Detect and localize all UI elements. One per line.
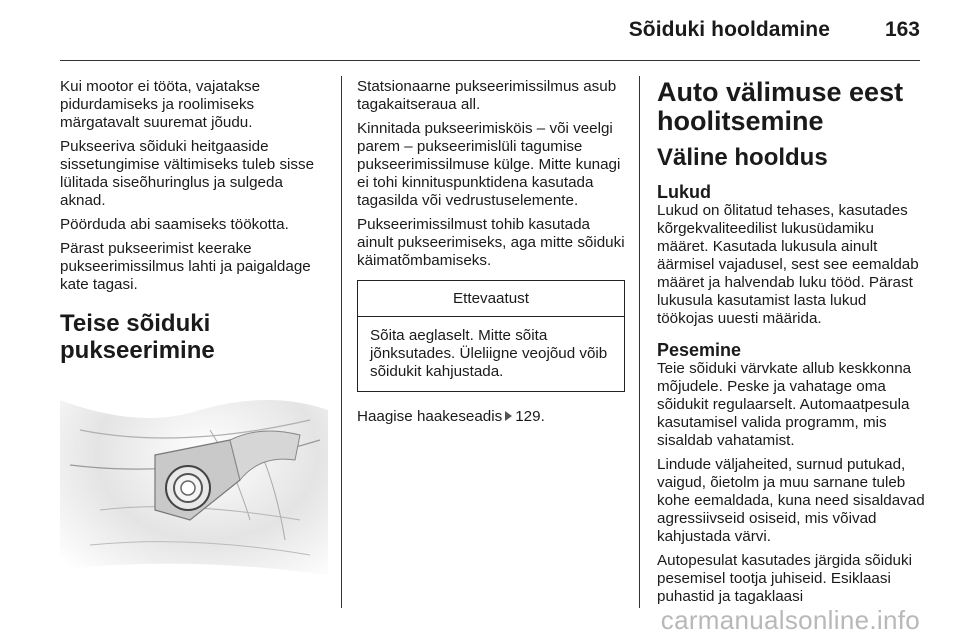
header-divider [60,60,920,61]
caution-title: Ettevaatust [358,281,624,317]
reference-page: 129. [515,408,545,425]
column-1 [60,78,332,364]
column-divider-1 [341,76,342,608]
chapter-heading: Auto välimuse eest hoolitsemine [657,77,904,136]
column-2 [357,78,625,432]
section-heading: Väline hooldus [657,144,828,171]
subsection-heading-locks: Lukud [657,182,711,202]
paragraph: Statsionaarne pukseerimissilmus asub tagakaitseraua all. [357,78,617,113]
paragraph: Pärast pukseerimist keerake pukseerimissilmus lahti ja paigaldage kate tagasi. [60,240,311,293]
watermark: carmanualsonline.info [660,605,920,635]
column-3 [657,78,925,612]
subsection-heading-washing: Pesemine [657,340,742,360]
cross-reference[interactable] [357,408,625,426]
tow-eye-illustration [60,370,328,580]
page-number: 163 [884,18,920,41]
running-title: Sõiduki hooldamine [628,18,830,41]
caution-text: Sõita aeglaselt. Mitte sõita jõnksutades. Üleliigne veojõud võib sõidukit kahjustada. [370,327,608,380]
paragraph: Pukseerimissilmust tohib kasutada ainult pukseerimiseks, aga mitte sõiduki käimatõmbamiseks. [357,216,625,269]
caution-box [357,280,625,392]
paragraph: Kui mootor ei tööta, vajatakse pidurdamiseks ja roolimiseks märgatavalt suuremat jõudu. [60,78,261,131]
section-heading: Teise sõiduki pukseerimine [60,310,215,364]
paragraph: Lukud on õlitatud tehases, kasutades kõrgekvaliteedilist lukusüdamiku määret. Kasutada lukusula ainult äärmisel vajadusel, sest see eemaldab määret ja halvendab luku tööd. Pärast lukusula kasutamist lasta lukud töökojas uuesti määrida. [657,202,919,327]
paragraph: Autopesulat kasutades järgida sõiduki pesemisel tootja juhiseid. Esiklaasi puhastid ja tagaklaasi [657,552,912,605]
paragraph: Pöörduda abi saamiseks töökotta. [60,216,289,233]
paragraph: Kinnitada pukseerimisköis – või veelgi parem – pukseerimislüli tagumise pukseerimissilmuse külge. Mitte kunagi ei tohi kinnituspunktidena kasutada tagasilda või vedrustuselemente. [357,120,621,209]
paragraph: Lindude väljaheited, surnud putukad, vaigud, õietolm ja muu sarnane tuleb kohe eemaldada, kuna need sisaldavad agressiivseid osiseid, mis võivad kahjustada värvi. [657,456,925,545]
paragraph: Pukseeriva sõiduki heitgaaside sissetungimise vältimiseks tuleb sisse lülitada siseõhuringlus ja sulgeda aknad. [60,138,315,209]
page-reference-arrow-icon [505,411,512,421]
column-divider-2 [639,76,640,608]
paragraph: Teie sõiduki värvkate allub keskkonna mõjudele. Peske ja vahatage oma sõidukit regulaarselt. Automaatpesula kasutamisel valida programm, mis sisaldab vahatamist. [657,360,912,449]
reference-text: Haagise haakeseadis [357,408,503,425]
